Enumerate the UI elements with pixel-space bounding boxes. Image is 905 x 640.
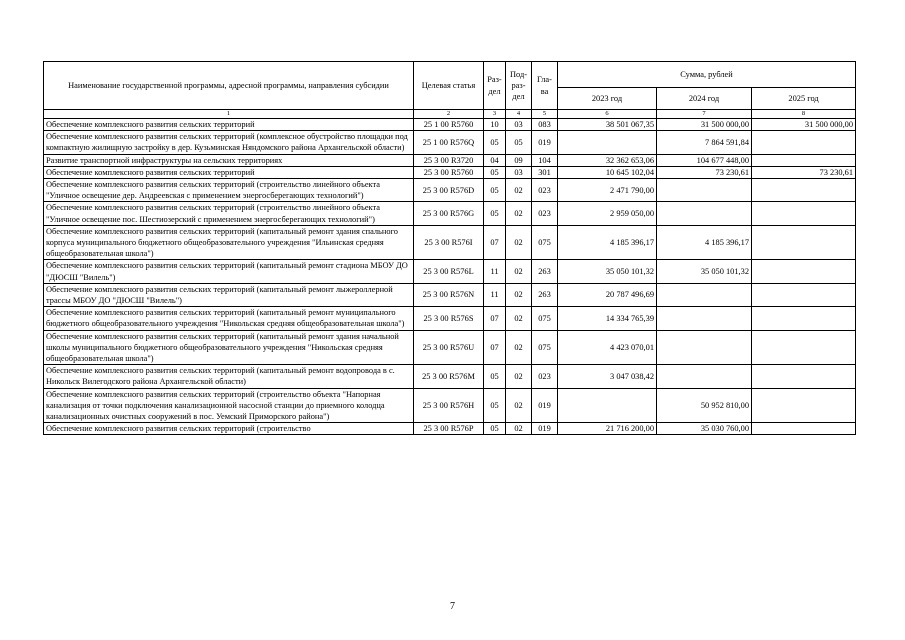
row-podrazdel-cell: 02 [506, 202, 532, 225]
row-sum-2024-cell [657, 307, 752, 330]
row-podrazdel-cell: 02 [506, 179, 532, 202]
row-sum-2023-cell [558, 388, 657, 423]
row-sum-2025-cell [752, 388, 856, 423]
row-name-cell: Обеспечение комплексного развития сельских территорий [44, 119, 414, 131]
row-sum-2023-cell: 4 423 070,01 [558, 330, 657, 365]
header-razdel: Раз-дел [484, 62, 506, 110]
row-name-cell: Обеспечение комплексного развития сельских территорий (капитальный ремонт стадиона МБОУ ДО "ДЮСШ "Вилель") [44, 260, 414, 283]
row-sum-2024-cell: 35 050 101,32 [657, 260, 752, 283]
row-target-article-cell: 25 3 00 R576G [414, 202, 484, 225]
row-sum-2024-cell: 50 952 810,00 [657, 388, 752, 423]
header-year-2023: 2023 год [558, 88, 657, 110]
row-name-cell: Обеспечение комплексного развития сельских территорий (строительство линейного объекта "Уличное освещение дер. Андреевская с применением энергосберегающих технологий") [44, 179, 414, 202]
column-number: 7 [657, 110, 752, 119]
header-podrazdel: Под-раз-дел [506, 62, 532, 110]
table-row [44, 179, 856, 202]
row-razdel-cell: 07 [484, 225, 506, 260]
row-razdel-cell: 05 [484, 131, 506, 154]
row-target-article-cell: 25 3 00 R3720 [414, 154, 484, 166]
row-podrazdel-cell: 02 [506, 307, 532, 330]
row-target-article-cell: 25 3 00 R5760 [414, 166, 484, 178]
row-razdel-cell: 05 [484, 179, 506, 202]
row-glava-cell: 023 [532, 202, 558, 225]
table-row [44, 423, 856, 435]
row-target-article-cell: 25 3 00 R576M [414, 365, 484, 388]
row-name-cell: Обеспечение комплексного развития сельских территорий (капитальный ремонт здания начальной школы муниципального бюджетного общеобразовательного учреждения "Никольская средняя общеобразовательная школа") [44, 330, 414, 365]
row-sum-2025-cell [752, 179, 856, 202]
row-podrazdel-cell: 09 [506, 154, 532, 166]
row-target-article-cell: 25 3 00 R576D [414, 179, 484, 202]
row-name-cell: Обеспечение комплексного развития сельских территорий (комплексное обустройство площадки под компактную жилищную застройку в дер. Кузьминская Няндомского района Архангельской области) [44, 131, 414, 154]
row-name-cell: Обеспечение комплексного развития сельских территорий (строительство объекта "Напорная канализация от точки подключения канализационной насосной станции до приемного колодца канализационных очистных сооружений в пос. Уемский Приморского района") [44, 388, 414, 423]
budget-table [43, 61, 856, 435]
row-target-article-cell: 25 1 00 R5760 [414, 119, 484, 131]
row-sum-2025-cell [752, 283, 856, 306]
row-glava-cell: 019 [532, 131, 558, 154]
row-sum-2024-cell: 7 864 591,84 [657, 131, 752, 154]
row-glava-cell: 023 [532, 179, 558, 202]
row-sum-2023-cell: 32 362 653,06 [558, 154, 657, 166]
row-sum-2024-cell [657, 202, 752, 225]
row-sum-2023-cell: 20 787 496,69 [558, 283, 657, 306]
row-sum-2025-cell [752, 260, 856, 283]
budget-table-sheet [43, 61, 855, 435]
row-name-cell: Обеспечение комплексного развития сельских территорий [44, 166, 414, 178]
row-sum-2025-cell [752, 202, 856, 225]
row-target-article-cell: 25 3 00 R576L [414, 260, 484, 283]
row-glava-cell: 023 [532, 365, 558, 388]
column-number: 6 [558, 110, 657, 119]
row-sum-2024-cell: 73 230,61 [657, 166, 752, 178]
row-name-cell: Обеспечение комплексного развития сельских территорий (строительство [44, 423, 414, 435]
row-sum-2025-cell [752, 307, 856, 330]
row-podrazdel-cell: 02 [506, 365, 532, 388]
row-razdel-cell: 05 [484, 202, 506, 225]
row-glava-cell: 083 [532, 119, 558, 131]
table-row [44, 225, 856, 260]
row-glava-cell: 301 [532, 166, 558, 178]
row-target-article-cell: 25 3 00 R576P [414, 423, 484, 435]
row-sum-2023-cell: 35 050 101,32 [558, 260, 657, 283]
row-sum-2024-cell [657, 365, 752, 388]
header-name: Наименование государственной программы, адресной программы, направления субсидии [44, 62, 414, 110]
table-row [44, 365, 856, 388]
row-sum-2023-cell [558, 131, 657, 154]
table-row [44, 154, 856, 166]
header-year-2025: 2025 год [752, 88, 856, 110]
row-razdel-cell: 05 [484, 166, 506, 178]
table-row [44, 166, 856, 178]
row-glava-cell: 263 [532, 283, 558, 306]
row-podrazdel-cell: 02 [506, 283, 532, 306]
row-podrazdel-cell: 03 [506, 119, 532, 131]
row-razdel-cell: 07 [484, 330, 506, 365]
table-row [44, 330, 856, 365]
row-sum-2025-cell [752, 131, 856, 154]
row-podrazdel-cell: 02 [506, 260, 532, 283]
table-row [44, 307, 856, 330]
row-sum-2024-cell: 35 030 760,00 [657, 423, 752, 435]
table-row [44, 202, 856, 225]
row-glava-cell: 263 [532, 260, 558, 283]
row-name-cell: Обеспечение комплексного развития сельских территорий (строительство линейного объекта "Уличное освещение пос. Шестиозерский с применением энергосберегающих технологий") [44, 202, 414, 225]
row-sum-2025-cell [752, 423, 856, 435]
row-razdel-cell: 11 [484, 283, 506, 306]
row-razdel-cell: 05 [484, 423, 506, 435]
column-number: 4 [506, 110, 532, 119]
row-sum-2025-cell [752, 154, 856, 166]
row-podrazdel-cell: 05 [506, 131, 532, 154]
column-number-row [44, 110, 856, 119]
table-row [44, 283, 856, 306]
header-sum: Сумма, рублей [558, 62, 856, 88]
row-podrazdel-cell: 03 [506, 166, 532, 178]
row-name-cell: Развитие транспортной инфраструктуры на сельских территориях [44, 154, 414, 166]
row-podrazdel-cell: 02 [506, 423, 532, 435]
row-razdel-cell: 10 [484, 119, 506, 131]
row-sum-2023-cell: 2 471 790,00 [558, 179, 657, 202]
column-number: 3 [484, 110, 506, 119]
row-razdel-cell: 04 [484, 154, 506, 166]
row-sum-2025-cell [752, 330, 856, 365]
column-number: 5 [532, 110, 558, 119]
row-name-cell: Обеспечение комплексного развития сельских территорий (капитальный ремонт муниципального бюджетного общеобразовательного учреждения "Никольская средняя общеобразовательная школа") [44, 307, 414, 330]
row-glava-cell: 019 [532, 388, 558, 423]
row-podrazdel-cell: 02 [506, 388, 532, 423]
row-sum-2025-cell: 31 500 000,00 [752, 119, 856, 131]
row-razdel-cell: 05 [484, 365, 506, 388]
row-razdel-cell: 05 [484, 388, 506, 423]
row-sum-2024-cell: 31 500 000,00 [657, 119, 752, 131]
row-sum-2023-cell: 4 185 396,17 [558, 225, 657, 260]
row-sum-2024-cell: 4 185 396,17 [657, 225, 752, 260]
row-sum-2025-cell: 73 230,61 [752, 166, 856, 178]
table-row [44, 119, 856, 131]
row-target-article-cell: 25 1 00 R576Q [414, 131, 484, 154]
row-sum-2023-cell: 21 716 200,00 [558, 423, 657, 435]
row-glava-cell: 104 [532, 154, 558, 166]
row-target-article-cell: 25 3 00 R576H [414, 388, 484, 423]
table-row [44, 131, 856, 154]
header-glava: Гла-ва [532, 62, 558, 110]
row-sum-2024-cell [657, 283, 752, 306]
row-glava-cell: 075 [532, 225, 558, 260]
row-sum-2025-cell [752, 225, 856, 260]
row-sum-2023-cell: 10 645 102,04 [558, 166, 657, 178]
row-target-article-cell: 25 3 00 R576N [414, 283, 484, 306]
row-target-article-cell: 25 3 00 R576U [414, 330, 484, 365]
row-glava-cell: 075 [532, 330, 558, 365]
row-podrazdel-cell: 02 [506, 225, 532, 260]
row-sum-2024-cell [657, 330, 752, 365]
header-target-article: Целевая статья [414, 62, 484, 110]
row-razdel-cell: 07 [484, 307, 506, 330]
row-target-article-cell: 25 3 00 R576S [414, 307, 484, 330]
row-name-cell: Обеспечение комплексного развития сельских территорий (капитальный ремонт лыжероллерной трассы МБОУ ДО "ДЮСШ "Вилель") [44, 283, 414, 306]
row-podrazdel-cell: 02 [506, 330, 532, 365]
row-name-cell: Обеспечение комплексного развития сельских территорий (капитальный ремонт здания спального корпуса муниципального бюджетного общеобразовательного учреждения "Ильинская средняя общеобразовательная школа") [44, 225, 414, 260]
row-target-article-cell: 25 3 00 R576I [414, 225, 484, 260]
column-number: 1 [44, 110, 414, 119]
header-year-2024: 2024 год [657, 88, 752, 110]
row-sum-2023-cell: 2 959 050,00 [558, 202, 657, 225]
row-name-cell: Обеспечение комплексного развития сельских территорий (капитальный ремонт водопровода в с. Никольск Вилегодского района Архангельской области) [44, 365, 414, 388]
column-number: 8 [752, 110, 856, 119]
table-row [44, 260, 856, 283]
row-sum-2025-cell [752, 365, 856, 388]
row-sum-2024-cell [657, 179, 752, 202]
page-number: 7 [450, 601, 455, 612]
row-glava-cell: 019 [532, 423, 558, 435]
table-row [44, 388, 856, 423]
row-sum-2023-cell: 3 047 038,42 [558, 365, 657, 388]
row-razdel-cell: 11 [484, 260, 506, 283]
row-sum-2023-cell: 38 501 067,35 [558, 119, 657, 131]
row-sum-2023-cell: 14 334 765,39 [558, 307, 657, 330]
row-glava-cell: 075 [532, 307, 558, 330]
row-sum-2024-cell: 104 677 448,00 [657, 154, 752, 166]
column-number: 2 [414, 110, 484, 119]
